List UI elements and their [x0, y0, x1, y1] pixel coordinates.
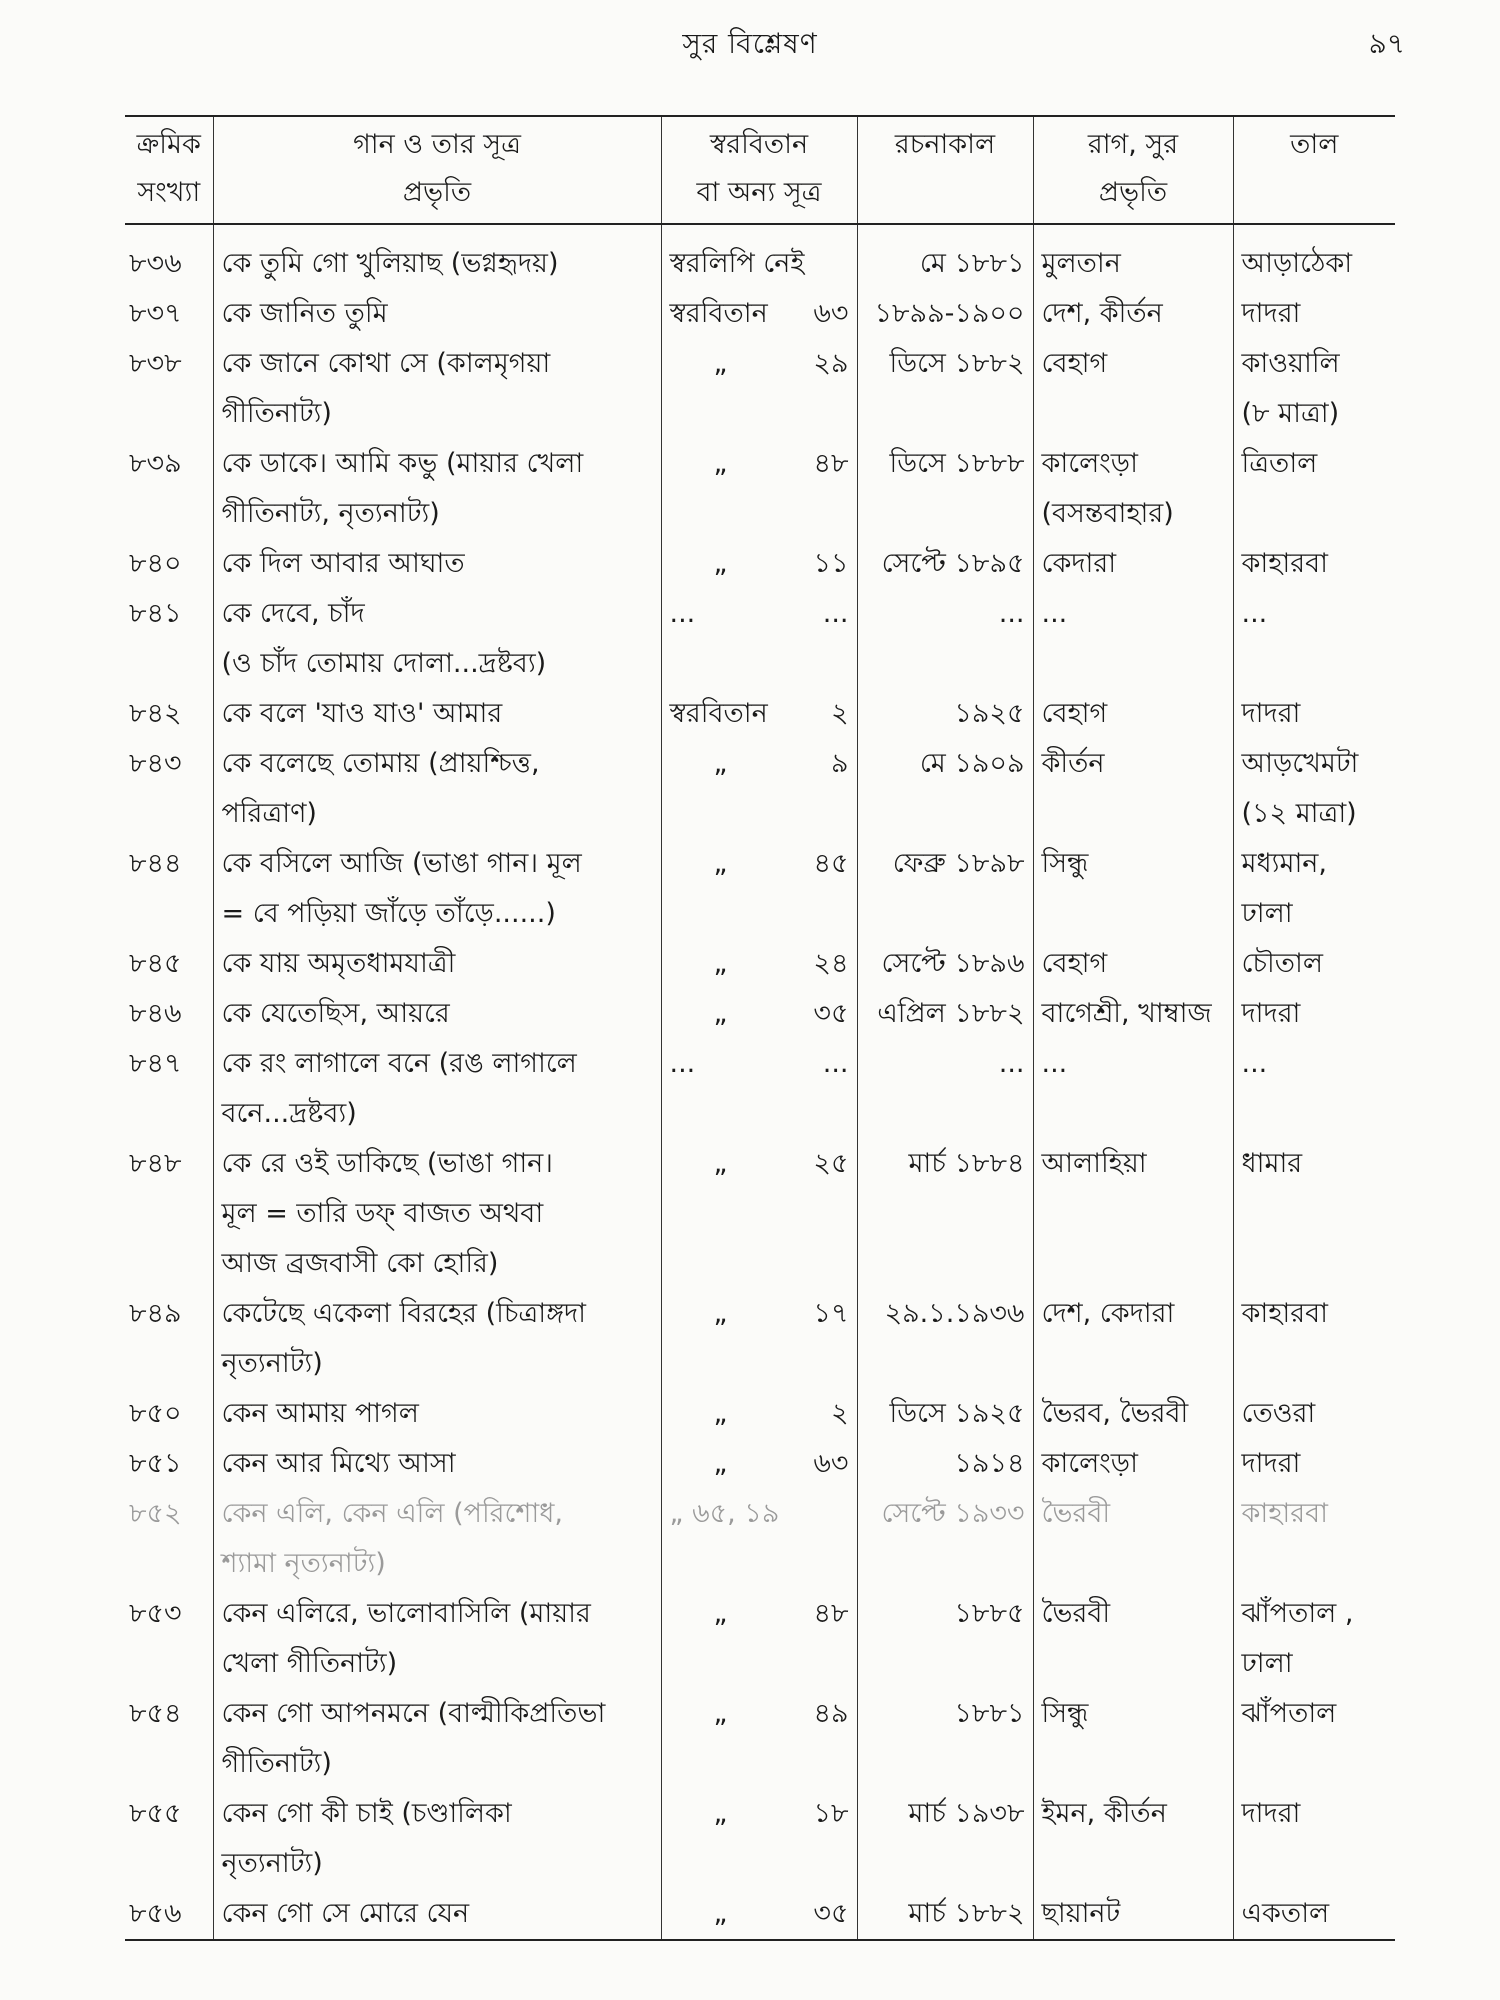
serial-number-cell: ৮৩৯ [125, 439, 213, 539]
song-title-cell: কে রং লাগালে বনে (রঙ লাগালে বনে...দ্রষ্টব্য) [213, 1039, 661, 1139]
source-cell [661, 589, 857, 689]
table-row [125, 1039, 1395, 1139]
source-book: „ [713, 848, 728, 879]
tala-cell: তেওরা [1241, 1398, 1316, 1429]
composition-date-cell: মার্চ ১৮৮৪ [857, 1139, 1033, 1289]
raga-cell: বেহাগ [1033, 689, 1233, 739]
song-title-cell: কেন এলিরে, ভালোবাসিলি (মায়ার খেলা গীতিনাট্য) [213, 1589, 661, 1689]
tala-cell: কাহারবা [1241, 548, 1328, 579]
source-book: „ [713, 1598, 728, 1629]
source-volume: ৪৮ [813, 448, 849, 479]
serial-number-cell: ৮৪৯ [125, 1289, 213, 1389]
serial-number-cell: ৮৫৩ [125, 1589, 213, 1689]
raga-cell: ইমন, কীর্তন [1033, 1789, 1233, 1889]
table-row [125, 839, 1395, 939]
song-title-cell: কেন আমায় পাগল [213, 1389, 661, 1439]
raga-cell: বেহাগ [1033, 339, 1233, 439]
serial-number-cell: ৮৫০ [125, 1389, 213, 1439]
raga-cell: আলাহিয়া [1033, 1139, 1233, 1289]
column-header-label: তাল [1290, 129, 1339, 160]
table-row [125, 1589, 1395, 1689]
serial-number-cell: ৮৫২ [125, 1489, 213, 1589]
composition-date-cell: ... [857, 589, 1033, 689]
serial-number-cell: ৮৪২ [125, 689, 213, 739]
song-title-cell: কে রে ওই ডাকিছে (ভাঙা গান। মূল = তারি ডফ্ বাজত অথবা আজ ব্রজবাসী কো হোরি) [213, 1139, 661, 1289]
source-volume: ১১ [813, 548, 849, 579]
serial-number-cell: ৮৪৮ [125, 1139, 213, 1289]
source-book: „ [713, 1448, 728, 1479]
table-row [125, 439, 1395, 539]
table-row [125, 1289, 1395, 1389]
song-table-wrapper [125, 115, 1395, 1941]
source-volume: ৪৯ [813, 1698, 849, 1729]
raga-cell: সিন্ধু [1033, 839, 1233, 939]
song-title-cell: কে বলেছে তোমায় (প্রায়শ্চিত্ত, পরিত্রাণ) [213, 739, 661, 839]
source-cell [661, 224, 857, 289]
column-header-raga [1033, 116, 1233, 224]
table-row [125, 339, 1395, 439]
column-header-song [213, 116, 661, 224]
column-header-label: রাগ, সুর প্রভৃতি [1087, 129, 1179, 208]
source-book: „ [713, 448, 728, 479]
table-row [125, 224, 1395, 289]
composition-date-cell: ২৯.১.১৯৩৬ [857, 1289, 1033, 1389]
source-cell [661, 1489, 857, 1589]
raga-cell: কালেংড়া (বসন্তবাহার) [1033, 439, 1233, 539]
source-cell [661, 1389, 857, 1439]
column-header-serial [125, 116, 213, 224]
source-volume: ১৭ [813, 1298, 849, 1329]
composition-date-cell: ডিসে ১৯২৫ [857, 1389, 1033, 1439]
source-volume: ২৯ [813, 348, 849, 379]
tala-cell: মধ্যমান, ঢালা [1241, 848, 1327, 929]
composition-date-cell: মে ১৯০৯ [857, 739, 1033, 839]
song-title-cell: কে বলে 'যাও যাও' আমার [213, 689, 661, 739]
serial-number-cell: ৮৩৬ [125, 224, 213, 289]
source-cell [661, 689, 857, 739]
source-book: „ [713, 948, 728, 979]
song-title-cell: কে দিল আবার আঘাত [213, 539, 661, 589]
source-cell [661, 839, 857, 939]
source-book: ... [669, 598, 696, 629]
source-volume: ২৪ [813, 948, 849, 979]
table-row [125, 539, 1395, 589]
composition-date-cell: মে ১৮৮১ [857, 224, 1033, 289]
tala-cell: কাহারবা [1241, 1298, 1328, 1329]
source-cell [661, 1689, 857, 1789]
serial-number-cell: ৮৫৪ [125, 1689, 213, 1789]
raga-cell: ... [1033, 589, 1233, 689]
table-row [125, 1439, 1395, 1489]
source-volume: ৪৮ [813, 1598, 849, 1629]
column-header-source [661, 116, 857, 224]
source-volume: ... [822, 598, 849, 629]
composition-date-cell: সেপ্টে ১৯৩৩ [857, 1489, 1033, 1589]
source-volume: ২ [830, 698, 849, 729]
serial-number-cell: ৮৪৫ [125, 939, 213, 989]
source-volume: ৬৩ [813, 1448, 849, 1479]
raga-cell: দেশ, কীর্তন [1033, 289, 1233, 339]
serial-number-cell: ৮৫৬ [125, 1889, 213, 1940]
composition-date-cell: ১৯১৪ [857, 1439, 1033, 1489]
source-volume: ৩৫ [813, 998, 849, 1029]
raga-cell: কেদারা [1033, 539, 1233, 589]
song-title-cell: কেন গো আপনমনে (বাল্মীকিপ্রতিভা গীতিনাট্য) [213, 1689, 661, 1789]
raga-cell: কীর্তন [1033, 739, 1233, 839]
source-book: ... [669, 1048, 696, 1079]
serial-number-cell: ৮৪৩ [125, 739, 213, 839]
source-cell [661, 1289, 857, 1389]
column-header-label: গান ও তার সূত্র প্রভৃতি [353, 129, 521, 208]
source-volume: ২৫ [813, 1148, 849, 1179]
raga-cell: মুলতান [1033, 224, 1233, 289]
table-row [125, 1789, 1395, 1889]
column-header-date [857, 116, 1033, 224]
source-book: „ [713, 1798, 728, 1829]
tala-cell: আড়খেমটা (১২ মাত্রা) [1241, 748, 1359, 829]
source-book: „ [713, 998, 728, 1029]
column-header-tala [1233, 116, 1395, 224]
source-volume: ৩৫ [813, 1898, 849, 1929]
source-cell [661, 339, 857, 439]
serial-number-cell: ৮৫৫ [125, 1789, 213, 1889]
composition-date-cell: ডিসে ১৮৮৮ [857, 439, 1033, 539]
source-volume: ৯ [830, 748, 849, 779]
composition-date-cell: ১৮৯৯-১৯০০ [857, 289, 1033, 339]
tala-cell: কাওয়ালি (৮ মাত্রা) [1241, 348, 1340, 429]
tala-cell: ঝাঁপতাল [1241, 1698, 1337, 1729]
serial-number-cell: ৮৫১ [125, 1439, 213, 1489]
table-body [125, 224, 1395, 1940]
tala-cell: ঝাঁপতাল , ঢালা [1241, 1598, 1354, 1679]
source-cell [661, 939, 857, 989]
song-title-cell: কে বসিলে আজি (ভাঙা গান। মূল = বে পড়িয়া জাঁড়ে তাঁড়ে......) [213, 839, 661, 939]
column-header-label: রচনাকাল [894, 129, 996, 160]
tala-cell: দাদরা [1241, 1448, 1301, 1479]
song-title-cell: কেন এলি, কেন এলি (পরিশোধ, শ্যামা নৃত্যনাট্য) [213, 1489, 661, 1589]
raga-cell: কালেংড়া [1033, 1439, 1233, 1489]
source-book: „ [713, 1148, 728, 1179]
source-book: „ [713, 548, 728, 579]
source-book: „ ৬৫, ১৯ [669, 1498, 780, 1529]
raga-cell: ভৈরবী [1033, 1489, 1233, 1589]
running-head: সুর বিশ্লেষণ [682, 27, 818, 60]
serial-number-cell: ৮৩৭ [125, 289, 213, 339]
source-book: „ [713, 1698, 728, 1729]
serial-number-cell: ৮৪১ [125, 589, 213, 689]
table-row [125, 1139, 1395, 1289]
tala-cell: দাদরা [1241, 1798, 1301, 1829]
song-table [125, 115, 1395, 1941]
source-book: „ [713, 1898, 728, 1929]
serial-number-cell: ৮৪০ [125, 539, 213, 589]
source-volume: ... [822, 1048, 849, 1079]
composition-date-cell: সেপ্টে ১৮৯৫ [857, 539, 1033, 589]
song-title-cell: কে ডাকে। আমি কভু (মায়ার খেলা গীতিনাট্য, নৃত্যনাট্য) [213, 439, 661, 539]
composition-date-cell: ফেব্রু ১৮৯৮ [857, 839, 1033, 939]
song-title-cell: কে জানিত তুমি [213, 289, 661, 339]
tala-cell: ... [1241, 1048, 1268, 1079]
raga-cell: সিন্ধু [1033, 1689, 1233, 1789]
tala-cell: ধামার [1241, 1148, 1303, 1179]
column-header-label: স্বরবিতান বা অন্য সূত্র [696, 129, 822, 208]
table-row [125, 1889, 1395, 1940]
song-title-cell: কে যায় অমৃতধামযাত্রী [213, 939, 661, 989]
composition-date-cell: মার্চ ১৮৮২ [857, 1889, 1033, 1940]
source-cell [661, 439, 857, 539]
source-book: „ [713, 348, 728, 379]
composition-date-cell: ১৮৮৫ [857, 1589, 1033, 1689]
page-number: ৯৭ [1368, 27, 1405, 60]
serial-number-cell: ৮৪৭ [125, 1039, 213, 1139]
tala-cell: একতাল [1241, 1898, 1330, 1929]
source-cell [661, 1789, 857, 1889]
source-book: স্বরবিতান [669, 698, 768, 729]
song-title-cell: কে দেবে, চাঁদ (ও চাঁদ তোমায় দোলা...দ্রষ্টব্য) [213, 589, 661, 689]
source-cell [661, 289, 857, 339]
song-title-cell: কেন গো সে মোরে যেন [213, 1889, 661, 1940]
composition-date-cell: মার্চ ১৯৩৮ [857, 1789, 1033, 1889]
raga-cell: ভৈরবী [1033, 1589, 1233, 1689]
source-volume: ২ [830, 1398, 849, 1429]
table-row [125, 1389, 1395, 1439]
raga-cell: ভৈরব, ভৈরবী [1033, 1389, 1233, 1439]
source-volume: ৬৩ [813, 298, 849, 329]
composition-date-cell: ১৯২৫ [857, 689, 1033, 739]
raga-cell: দেশ, কেদারা [1033, 1289, 1233, 1389]
serial-number-cell: ৮৪৬ [125, 989, 213, 1039]
source-cell [661, 1589, 857, 1689]
song-title-cell: কেন গো কী চাই (চণ্ডালিকা নৃত্যনাট্য) [213, 1789, 661, 1889]
source-cell [661, 1139, 857, 1289]
tala-cell: চৌতাল [1241, 948, 1323, 979]
source-volume: ১৮ [813, 1798, 849, 1829]
tala-cell: ... [1241, 598, 1268, 629]
song-title-cell: কেন আর মিথ্যে আসা [213, 1439, 661, 1489]
table-row [125, 1689, 1395, 1789]
song-title-cell: কেটেছে একেলা বিরহের (চিত্রাঙ্গদা নৃত্যনাট্য) [213, 1289, 661, 1389]
source-cell [661, 1889, 857, 1940]
song-title-cell: কে জানে কোথা সে (কালমৃগয়া গীতিনাট্য) [213, 339, 661, 439]
source-cell [661, 1039, 857, 1139]
composition-date-cell: এপ্রিল ১৮৮২ [857, 989, 1033, 1039]
tala-cell: কাহারবা [1241, 1498, 1328, 1529]
tala-cell: আড়াঠেকা [1241, 248, 1353, 279]
table-row [125, 739, 1395, 839]
raga-cell: ছায়ানট [1033, 1889, 1233, 1940]
serial-number-cell: ৮৪৪ [125, 839, 213, 939]
raga-cell: বেহাগ [1033, 939, 1233, 989]
source-cell [661, 989, 857, 1039]
source-book: স্বরবিতান [669, 298, 768, 329]
composition-date-cell: ১৮৮১ [857, 1689, 1033, 1789]
source-book: „ [713, 748, 728, 779]
source-volume: ৪৫ [813, 848, 849, 879]
raga-cell: বাগেশ্রী, খাম্বাজ [1033, 989, 1233, 1039]
composition-date-cell: সেপ্টে ১৮৯৬ [857, 939, 1033, 989]
tala-cell: দাদরা [1241, 298, 1301, 329]
source-book: স্বরলিপি নেই [669, 248, 805, 279]
table-row [125, 1489, 1395, 1589]
source-cell [661, 539, 857, 589]
table-row [125, 939, 1395, 989]
column-header-label: ক্রমিক সংখ্যা [136, 129, 201, 208]
tala-cell: দাদরা [1241, 998, 1301, 1029]
song-title-cell: কে তুমি গো খুলিয়াছ (ভগ্নহৃদয়) [213, 224, 661, 289]
table-row [125, 289, 1395, 339]
table-header-row [125, 116, 1395, 224]
tala-cell: দাদরা [1241, 698, 1301, 729]
source-book: „ [713, 1398, 728, 1429]
composition-date-cell: ... [857, 1039, 1033, 1139]
song-title-cell: কে যেতেছিস, আয়রে [213, 989, 661, 1039]
source-book: „ [713, 1298, 728, 1329]
composition-date-cell: ডিসে ১৮৮২ [857, 339, 1033, 439]
table-row [125, 989, 1395, 1039]
table-row [125, 689, 1395, 739]
raga-cell: ... [1033, 1039, 1233, 1139]
serial-number-cell: ৮৩৮ [125, 339, 213, 439]
tala-cell: ত্রিতাল [1241, 448, 1318, 479]
table-row [125, 589, 1395, 689]
source-cell [661, 739, 857, 839]
source-cell [661, 1439, 857, 1489]
